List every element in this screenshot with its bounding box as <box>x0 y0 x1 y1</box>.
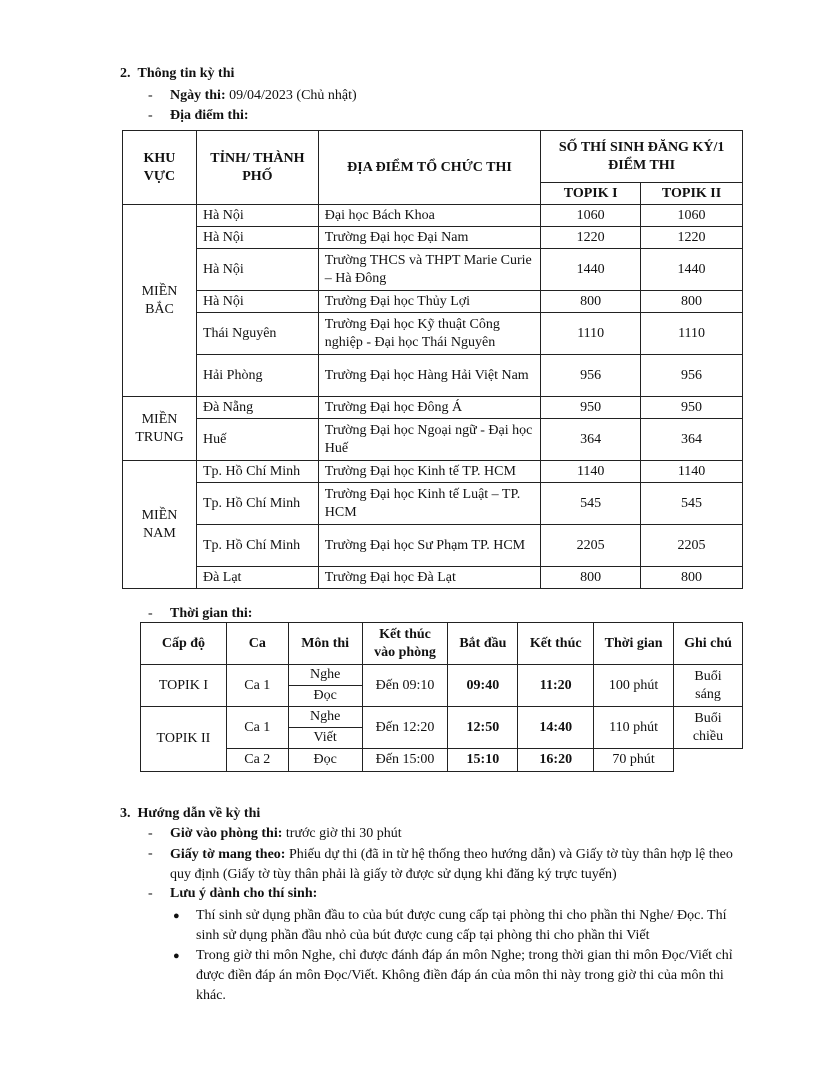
sched-header-subject: Môn thi <box>288 623 362 665</box>
topik2-count-cell: 1220 <box>641 227 743 249</box>
notes-label: Lưu ý dành cho thí sinh: <box>170 886 318 901</box>
topik2-count-cell: 800 <box>641 291 743 313</box>
exam-time-label: Thời gian thi: <box>170 606 253 621</box>
sched-topik1-entry: Đến 09:10 <box>362 665 448 707</box>
bullet-icon: ● <box>173 950 180 962</box>
sched-header-duration: Thời gian <box>594 623 674 665</box>
venue-row <box>123 205 743 227</box>
sched-header-note: Ghi chú <box>674 623 743 665</box>
empty-cell <box>674 749 743 772</box>
province-cell: Huế <box>196 419 318 461</box>
dash: - <box>148 88 153 103</box>
venue-table-body <box>123 205 743 589</box>
venue-table <box>122 130 743 589</box>
venue-cell: Trường Đại học Thủy Lợi <box>318 291 540 313</box>
sched-topik2-ca2-end: 16:20 <box>518 749 594 772</box>
sched-topik2-ca1-subject-1: Nghe <box>288 707 362 728</box>
topik1-count-cell: 800 <box>541 567 641 589</box>
sched-topik1-level: TOPIK I <box>141 665 227 707</box>
header-region: KHU VỰC <box>123 131 197 205</box>
sched-topik2-ca1-subject-2: Viết <box>288 728 362 749</box>
entry-time-value: trước giờ thi 30 phút <box>282 826 402 841</box>
sched-header-level: Cấp độ <box>141 623 227 665</box>
venue-cell: Trường Đại học Hàng Hải Việt Nam <box>318 355 540 397</box>
region-cell: MIỀN NAM <box>123 461 197 589</box>
header-venue: ĐỊA ĐIỂM TỔ CHỨC THI <box>318 131 540 205</box>
topik1-count-cell: 1060 <box>541 205 641 227</box>
topik2-count-cell: 1060 <box>641 205 743 227</box>
topik2-count-cell: 1440 <box>641 249 743 291</box>
venue-row <box>123 227 743 249</box>
dash: - <box>148 108 153 123</box>
sched-topik1-duration: 100 phút <box>594 665 674 707</box>
sched-topik1-note: Buổi sáng <box>674 665 743 707</box>
bullet-icon: ● <box>173 910 180 922</box>
dash: - <box>148 826 153 841</box>
province-cell: Hà Nội <box>196 205 318 227</box>
topik1-count-cell: 1220 <box>541 227 641 249</box>
venue-row <box>123 567 743 589</box>
documents-value: Phiếu dự thi (đã in từ hệ thống theo hướng dẫn) và Giấy tờ tùy thân hợp lệ theo quy định (Giấy tờ tùy thân phải là giấy tờ được sử dụng khi đăng ký trực tuyến) <box>170 847 733 882</box>
note-bullet-1: Thí sinh sử dụng phần đầu to của bút được cung cấp tại phòng thi cho phần thi Nghe/ Đọc. Thí sinh sử dụng phần đầu nhỏ của bút được cung cấp tại phòng thi cho phần thi Viết <box>196 908 727 943</box>
sched-topik2-level: TOPIK II <box>141 707 227 772</box>
topik2-count-cell: 2205 <box>641 525 743 567</box>
sched-header-session: Ca <box>226 623 288 665</box>
topik1-count-cell: 1110 <box>541 313 641 355</box>
sched-topik2-ca1-duration: 110 phút <box>594 707 674 749</box>
documents-label: Giấy tờ mang theo: <box>170 847 286 862</box>
sched-topik2-ca2-duration: 70 phút <box>594 749 674 772</box>
topik2-count-cell: 1110 <box>641 313 743 355</box>
province-cell: Tp. Hồ Chí Minh <box>196 525 318 567</box>
venue-cell: Trường THCS và THPT Marie Curie – Hà Đông <box>318 249 540 291</box>
province-cell: Hà Nội <box>196 249 318 291</box>
header-province: TỈNH/ THÀNH PHỐ <box>196 131 318 205</box>
sched-topik2-ca2-session: Ca 2 <box>226 749 288 772</box>
venue-row <box>123 483 743 525</box>
venue-row <box>123 419 743 461</box>
topik2-count-cell: 545 <box>641 483 743 525</box>
section-3-heading: 3. Hướng dẫn về kỳ thi <box>120 806 261 821</box>
venue-row <box>123 313 743 355</box>
province-cell: Thái Nguyên <box>196 313 318 355</box>
venue-row <box>123 525 743 567</box>
topik1-count-cell: 800 <box>541 291 641 313</box>
sched-topik2-ca2-entry: Đến 15:00 <box>362 749 448 772</box>
sched-header-start: Bắt đầu <box>448 623 518 665</box>
section-2-heading: 2. Thông tin kỳ thi <box>120 66 235 81</box>
sched-topik1-end: 11:20 <box>518 665 594 707</box>
header-topik1: TOPIK I <box>541 183 641 205</box>
sched-topik2-note: Buổi chiều <box>674 707 743 749</box>
topik2-count-cell: 800 <box>641 567 743 589</box>
province-cell: Tp. Hồ Chí Minh <box>196 483 318 525</box>
sched-topik1-subject-2: Đọc <box>288 686 362 707</box>
exam-location-label: Địa điểm thi: <box>170 108 249 123</box>
venue-cell: Trường Đại học Đại Nam <box>318 227 540 249</box>
topik1-count-cell: 364 <box>541 419 641 461</box>
venue-cell: Trường Đại học Đông Á <box>318 397 540 419</box>
venue-cell: Trường Đại học Ngoại ngữ - Đại học Huế <box>318 419 540 461</box>
region-cell: MIỀN BẮC <box>123 205 197 397</box>
venue-cell: Trường Đại học Kinh tế Luật – TP. HCM <box>318 483 540 525</box>
province-cell: Đà Lạt <box>196 567 318 589</box>
province-cell: Đà Nẵng <box>196 397 318 419</box>
sched-topik2-ca1-session: Ca 1 <box>226 707 288 749</box>
note-bullet-2: Trong giờ thi môn Nghe, chỉ được đánh đáp án môn Nghe; trong thời gian thi môn Đọc/Viết chỉ được điền đáp án môn Đọc/Viết. Không điền đáp án của môn thi này trong giờ thi của môn thi khác. <box>196 948 733 1003</box>
schedule-table <box>140 622 743 772</box>
topik1-count-cell: 950 <box>541 397 641 419</box>
sched-topik1-session: Ca 1 <box>226 665 288 707</box>
province-cell: Hà Nội <box>196 291 318 313</box>
header-count: SỐ THÍ SINH ĐĂNG KÝ/1 ĐIỂM THI <box>541 131 743 183</box>
sched-topik2-ca1-start: 12:50 <box>448 707 518 749</box>
venue-cell: Đại học Bách Khoa <box>318 205 540 227</box>
sched-topik2-ca1-entry: Đến 12:20 <box>362 707 448 749</box>
region-cell: MIỀN TRUNG <box>123 397 197 461</box>
header-topik2: TOPIK II <box>641 183 743 205</box>
sched-topik1-subject-1: Nghe <box>288 665 362 686</box>
sched-header-entry: Kết thúc vào phòng <box>362 623 448 665</box>
dash: - <box>148 846 153 861</box>
sched-topik2-ca2-subject: Đọc <box>288 749 362 772</box>
venue-row <box>123 355 743 397</box>
venue-row <box>123 397 743 419</box>
province-cell: Tp. Hồ Chí Minh <box>196 461 318 483</box>
topik2-count-cell: 950 <box>641 397 743 419</box>
topik1-count-cell: 956 <box>541 355 641 397</box>
province-cell: Hải Phòng <box>196 355 318 397</box>
documents-line <box>170 845 736 885</box>
topik1-count-cell: 545 <box>541 483 641 525</box>
exam-date-label: Ngày thi: <box>170 88 226 103</box>
venue-row <box>123 249 743 291</box>
dash: - <box>148 606 153 621</box>
venue-row <box>123 291 743 313</box>
topik1-count-cell: 1140 <box>541 461 641 483</box>
sched-topik2-ca1-end: 14:40 <box>518 707 594 749</box>
venue-cell: Trường Đại học Đà Lạt <box>318 567 540 589</box>
topik2-count-cell: 1140 <box>641 461 743 483</box>
topik1-count-cell: 1440 <box>541 249 641 291</box>
topik2-count-cell: 956 <box>641 355 743 397</box>
venue-cell: Trường Đại học Kỹ thuật Công nghiệp - Đại học Thái Nguyên <box>318 313 540 355</box>
sched-header-end: Kết thúc <box>518 623 594 665</box>
entry-time-label: Giờ vào phòng thi: <box>170 826 283 841</box>
topik2-count-cell: 364 <box>641 419 743 461</box>
province-cell: Hà Nội <box>196 227 318 249</box>
dash: - <box>148 886 153 901</box>
venue-cell: Trường Đại học Kinh tế TP. HCM <box>318 461 540 483</box>
venue-cell: Trường Đại học Sư Phạm TP. HCM <box>318 525 540 567</box>
topik1-count-cell: 2205 <box>541 525 641 567</box>
exam-date-value: 09/04/2023 (Chủ nhật) <box>225 88 357 103</box>
sched-topik2-ca2-start: 15:10 <box>448 749 518 772</box>
venue-row <box>123 461 743 483</box>
sched-topik1-start: 09:40 <box>448 665 518 707</box>
